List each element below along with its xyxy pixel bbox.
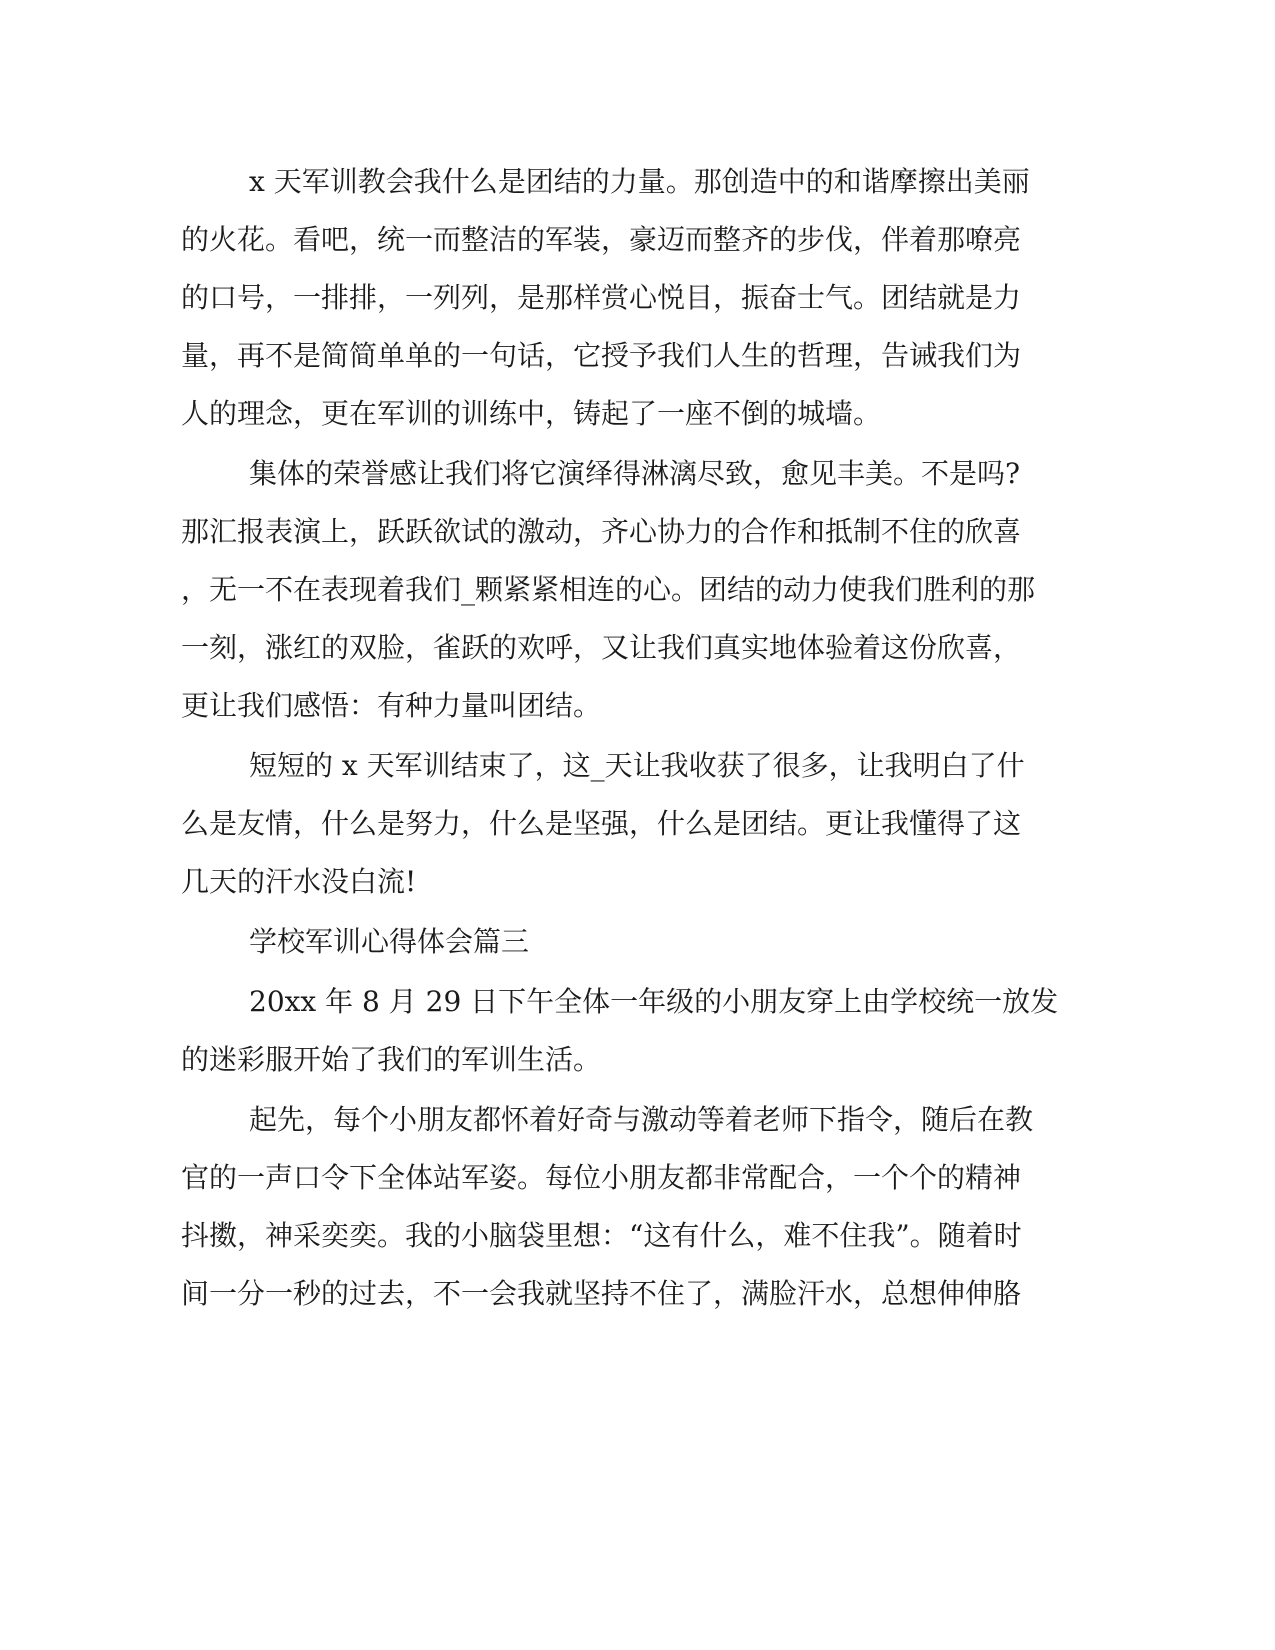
text-line: 集体的荣誉感让我们将它演绎得淋漓尽致，愈见丰美。不是吗?: [249, 457, 1021, 490]
text-line: 官的一声口令下全体站军姿。每位小朋友都非常配合，一个个的精神: [181, 1161, 1022, 1194]
text-line: 抖擞，神采奕奕。我的小脑袋里想：“这有什么，难不住我”。随着时: [181, 1219, 1022, 1252]
text-line: 的口号，一排排，一列列，是那样赏心悦目，振奋士气。团结就是力: [181, 281, 1022, 314]
text-line: 量，再不是简简单单的一句话，它授予我们人生的哲理，告诫我们为: [181, 339, 1022, 372]
text-line: 一刻，涨红的双脸，雀跃的欢呼，又让我们真实地体验着这份欣喜，: [181, 631, 1022, 664]
text-line: 那汇报表演上，跃跃欲试的激动，齐心协力的合作和抵制不住的欣喜: [181, 515, 1022, 548]
text-line: 更让我们感悟：有种力量叫团结。: [181, 689, 602, 722]
text-line: 短短的 x 天军训结束了，这_天让我收获了很多，让我明白了什: [249, 749, 1025, 782]
text-line: x 天军训教会我什么是团结的力量。那创造中的和谐摩擦出美丽: [249, 165, 1030, 198]
text-line: 起先，每个小朋友都怀着好奇与激动等着老师下指令，随后在教: [249, 1103, 1034, 1136]
text-line: 人的理念，更在军训的训练中，铸起了一座不倒的城墙。: [181, 397, 882, 430]
text-line: 的迷彩服开始了我们的军训生活。: [181, 1043, 602, 1076]
text-line: 间一分一秒的过去，不一会我就坚持不住了，满脸汗水，总想伸伸胳: [181, 1277, 1022, 1310]
text-line: 么是友情，什么是努力，什么是坚强，什么是团结。更让我懂得了这: [181, 807, 1022, 840]
text-line: ，无一不在表现着我们_颗紧紧相连的心。团结的动力使我们胜利的那: [181, 573, 1036, 606]
text-line: 几天的汗水没白流!: [181, 865, 417, 898]
section-heading: 学校军训心得体会篇三: [249, 925, 530, 958]
text-line: 20xx 年 8 月 29 日下午全体一年级的小朋友穿上由学校统一放发: [249, 985, 1059, 1018]
text-line: 的火花。看吧，统一而整洁的军装，豪迈而整齐的步伐，伴着那嘹亮: [181, 223, 1022, 256]
